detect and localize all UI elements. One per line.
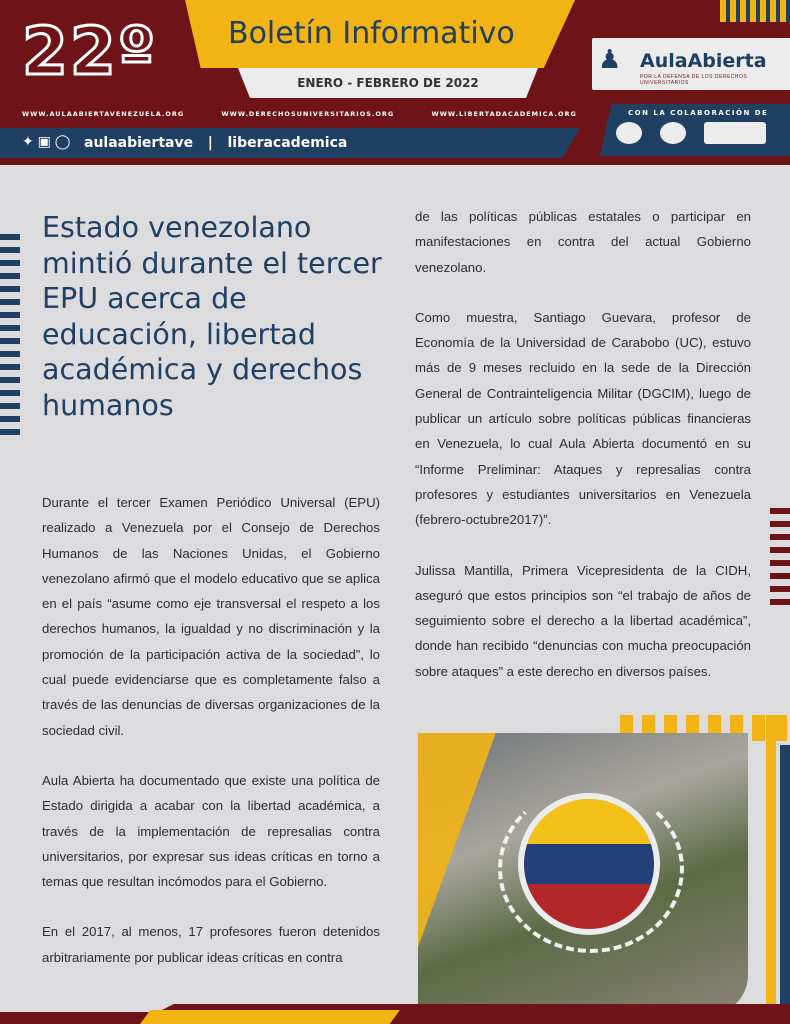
collaboration-label: CON LA COLABORACIÓN DE <box>628 109 769 117</box>
article-column-left <box>42 490 380 995</box>
website-link[interactable]: WWW.DERECHOSUNIVERSITARIOS.ORG <box>221 110 395 118</box>
website-link[interactable]: WWW.AULAABIERTAVENEZUELA.ORG <box>22 110 185 118</box>
paragraph: En el 2017, al menos, 17 profesores fueron detenidos arbitrariamente por publicar ideas críticas en contra <box>42 924 380 965</box>
partner-logo-icon <box>704 122 766 144</box>
edition-number: 22º <box>22 13 158 90</box>
paragraph: Aula Abierta ha documentado que existe una política de Estado dirigida a acabar con la libertad académica, a través de la implementación de represalias contra universitarios, por expresar sus ideas críticas en torno a temas que resultan incómodos para el Gobierno. <box>42 772 380 890</box>
partner-logo-icon <box>616 122 642 144</box>
separator: | <box>207 135 213 151</box>
footer-accent <box>140 1010 400 1024</box>
instagram-icon[interactable]: ◯ <box>54 133 71 149</box>
right-decor-stripes <box>770 508 790 612</box>
bulletin-title: Boletín Informativo <box>228 16 515 51</box>
social-handle-2[interactable]: liberacademica <box>227 135 348 151</box>
twitter-icon[interactable]: ✦ <box>22 133 34 149</box>
collaborator-logos <box>616 122 766 144</box>
paragraph: Julissa Mantilla, Primera Vicepresidenta de la CIDH, aseguró que estos principios son “el trabajo de años de seguimiento sobre el derecho a la libertad académica”, donde han recibido “denuncias con mucha preocupación sobre ataques” a este derecho en diversos países. <box>415 562 751 679</box>
website-links <box>22 110 611 118</box>
facebook-icon[interactable]: ▣ <box>37 133 51 149</box>
article-photo-block <box>418 715 790 1024</box>
paragraph: Como muestra, Santiago Guevara, profesor de Economía de la Universidad de Carabobo (UC), estuvo más de 9 meses recluido en la sede de la Dirección General de Contrainteligencia Militar (DGCIM), luego de publicar un artículo sobre políticas públicas financieras en Venezuela, lo cual Aula Abierta documentó en su “Informe Preliminar: Ataques y represalias contra profesores y estudiantes universitarios en Venezuela (febrero-octubre2017)”. <box>415 309 751 528</box>
paragraph: Durante el tercer Examen Periódico Universal (EPU) realizado a Venezuela por el Consejo de Derechos Humanos de las Naciones Unidas, el Gobierno venezolano afirmó que el modelo educativo que se aplica en el país “asume como eje transversal el respeto a los derechos humanos, la igualdad y no discriminación y la promoción de la participación activa de la sociedad”, lo cual puede evidenciarse que es completamente falso a través de las denuncias de diversas organizaciones de la sociedad civil. <box>42 495 380 738</box>
header-banner <box>0 0 790 165</box>
website-link[interactable]: WWW.LIBERTADACADEMICA.ORG <box>431 110 577 118</box>
issue-date: ENERO - FEBRERO DE 2022 <box>297 76 479 90</box>
paragraph: de las políticas públicas estatales o participar en manifestaciones en contra del actual Gobierno venezolano. <box>415 209 751 275</box>
left-decor-stripes <box>0 234 20 442</box>
social-handles <box>84 135 347 151</box>
social-icons <box>22 133 70 150</box>
people-logo-icon: ♟ <box>598 44 622 74</box>
article-column-right <box>415 204 751 709</box>
social-handle[interactable]: aulaabiertave <box>84 135 194 151</box>
brand-tagline: POR LA DEFENSA DE LOS DERECHOS UNIVERSITARIOS <box>640 74 748 86</box>
article-photo <box>418 733 748 1015</box>
decor-stripes <box>720 0 790 22</box>
brand-name: AulaAbierta <box>640 50 767 72</box>
decor-bar <box>780 745 790 1024</box>
decor-bar <box>766 715 776 1024</box>
partner-logo-icon <box>660 122 686 144</box>
article-headline: Estado venezolano mintió durante el tercer EPU acerca de educación, libertad académica y derechos humanos <box>42 211 382 422</box>
venezuela-flag-emblem-icon <box>518 793 660 935</box>
